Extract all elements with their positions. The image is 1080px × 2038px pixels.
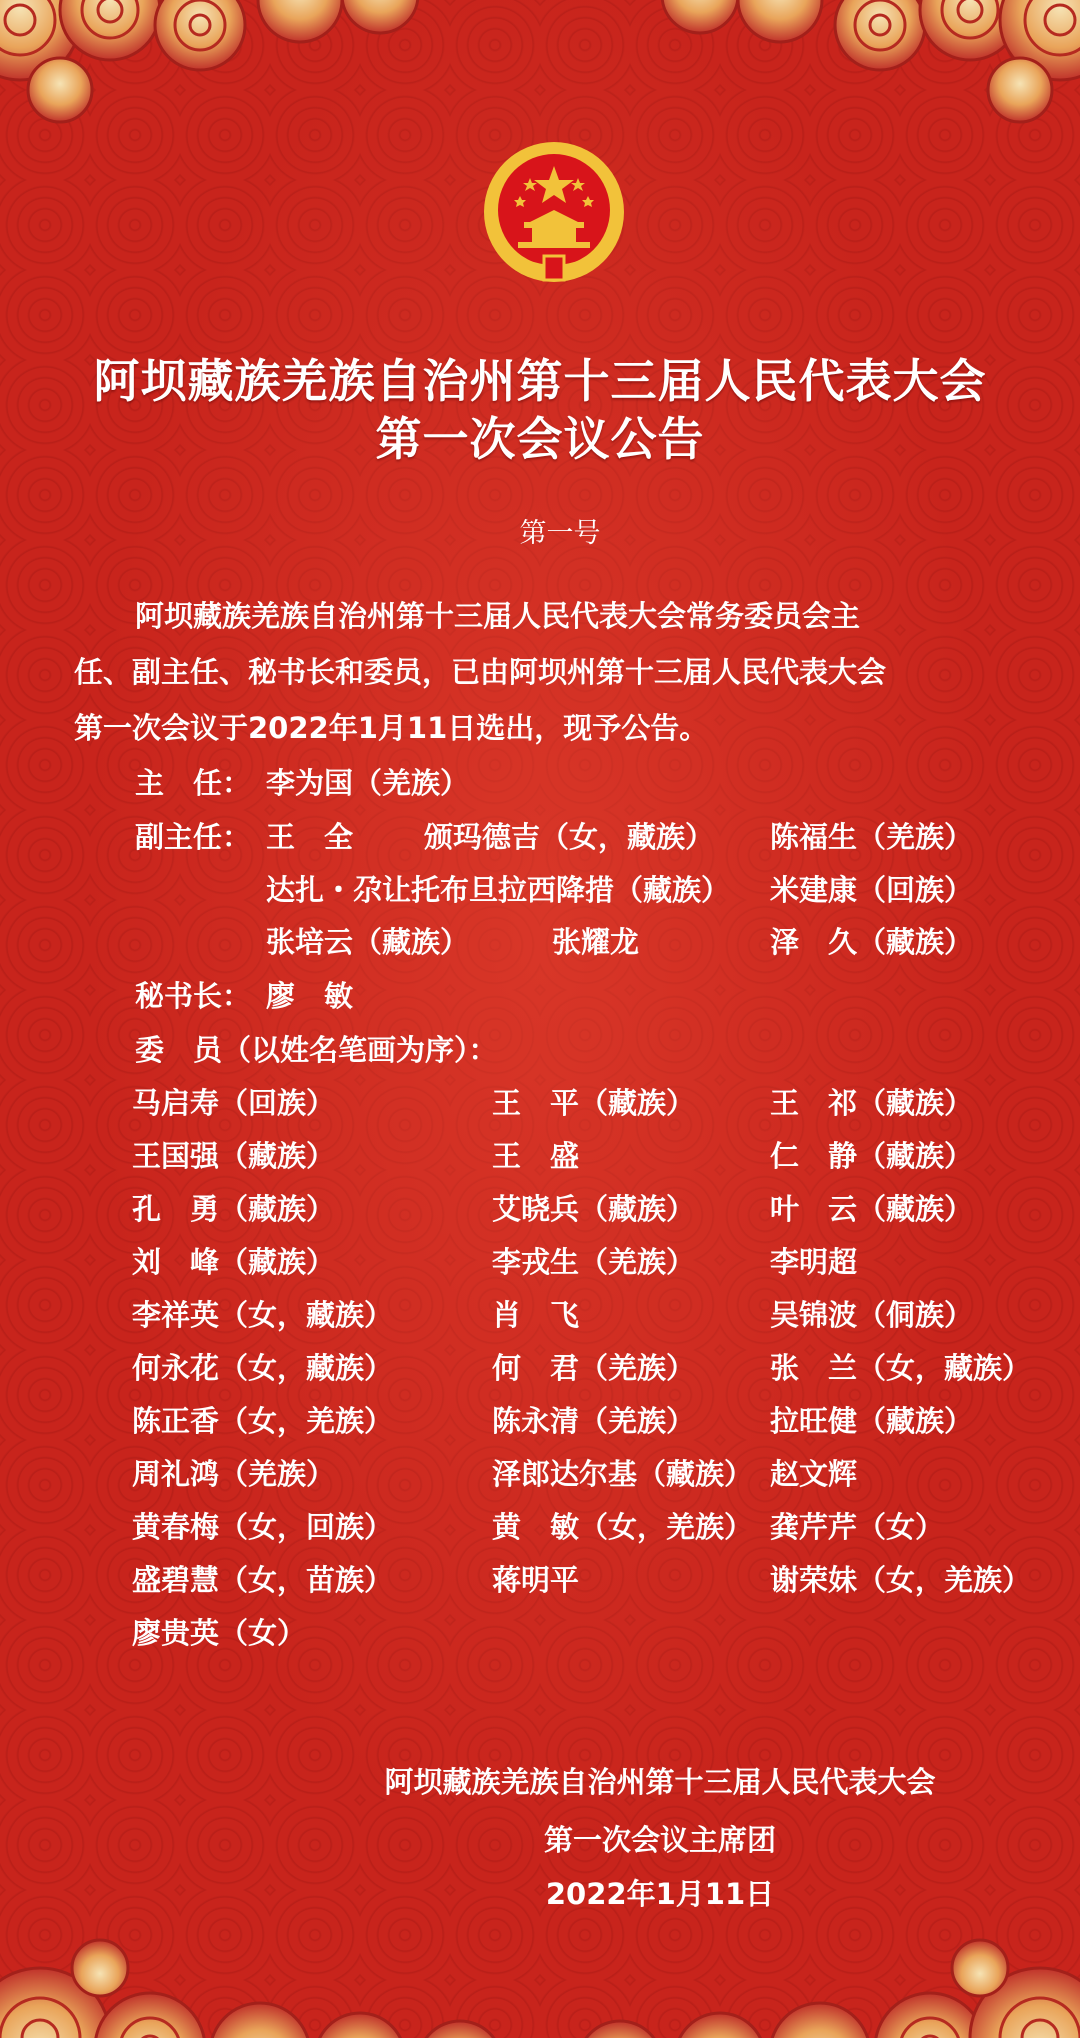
deputy-director-name: 米建康（回族） [770,873,974,907]
deputy-director-name: 颁玛德吉（女，藏族） [424,820,715,854]
member-name: 龚芹芹（女） [770,1510,945,1544]
member-name: 王 祁（藏族） [770,1086,974,1120]
member-name: 周礼鸿（羌族） [132,1457,336,1491]
member-name: 仁 静（藏族） [770,1139,974,1173]
member-name: 孔 勇（藏族） [132,1192,336,1226]
member-name: 何永花（女，藏族） [132,1351,394,1385]
national-emblem-icon [480,138,628,286]
member-name: 张 兰（女，藏族） [770,1351,1032,1385]
member-name: 艾晓兵（藏族） [492,1192,696,1226]
issue-date: 2022年1月11日 [545,1877,775,1911]
member-name: 拉旺健（藏族） [770,1404,974,1438]
director-label: 主 任： [135,766,252,800]
member-name: 蒋明平 [492,1563,580,1597]
top-cloud-border [0,0,1080,140]
member-name: 李祥英（女，藏族） [132,1298,394,1332]
member-name: 谢荣妹（女，羌族） [770,1563,1032,1597]
member-name: 泽郎达尔基（藏族） [492,1457,754,1491]
member-name: 王 盛 [492,1139,580,1173]
deputy-director-name: 张培云（藏族） [266,925,470,959]
issuer-line-1: 阿坝藏族羌族自治州第十三届人民代表大会 [384,1765,936,1799]
member-name: 马启寿（回族） [132,1086,336,1120]
intro-line-1: 阿坝藏族羌族自治州第十三届人民代表大会常务委员会主 [135,599,861,633]
member-name: 黄春梅（女，回族） [132,1510,394,1544]
member-name: 陈永清（羌族） [492,1404,696,1438]
member-name: 李戎生（羌族） [492,1245,696,1279]
issuer-line-2: 第一次会议主席团 [543,1823,776,1857]
member-name: 李明超 [770,1245,858,1279]
page-title: 阿坝藏族羌族自治州第十三届人民代表大会 [93,354,987,408]
secretary-general-label: 秘书长： [135,979,252,1013]
intro-line-3: 第一次会议于2022年1月11日选出，现予公告。 [74,711,709,745]
deputy-director-name: 陈福生（羌族） [770,820,974,854]
bottom-cloud-border [0,1898,1080,2038]
secretary-general-name: 廖 敏 [266,979,354,1013]
deputy-director-label: 副主任： [135,820,252,854]
intro-line-2: 任、副主任、秘书长和委员，已由阿坝州第十三届人民代表大会 [74,655,887,689]
director-name: 李为国（羌族） [266,766,470,800]
member-name: 吴锦波（侗族） [770,1298,974,1332]
deputy-director-name: 泽 久（藏族） [770,925,974,959]
member-name: 叶 云（藏族） [770,1192,974,1226]
deputy-director-name: 达扎・尕让托布旦拉西降措（藏族） [266,873,731,907]
announcement-number: 第一号 [519,518,601,549]
page-subtitle: 第一次会议公告 [375,412,705,466]
cloud-pattern-icon [0,1898,1080,2038]
member-name: 王国强（藏族） [132,1139,336,1173]
deputy-director-name: 张耀龙 [552,925,640,959]
member-name: 黄 敏（女，羌族） [492,1510,754,1544]
member-name: 盛碧慧（女，苗族） [132,1563,394,1597]
member-name: 廖贵英（女） [132,1616,307,1650]
member-name: 赵文辉 [770,1457,858,1491]
member-name: 肖 飞 [492,1298,580,1332]
member-name: 王 平（藏族） [492,1086,696,1120]
members-label: 委 员（以姓名笔画为序）： [135,1033,498,1067]
member-name: 刘 峰（藏族） [132,1245,336,1279]
member-name: 何 君（羌族） [492,1351,696,1385]
member-name: 陈正香（女，羌族） [132,1404,394,1438]
deputy-director-name: 王 全 [266,820,354,854]
cloud-pattern-icon [0,0,1080,140]
